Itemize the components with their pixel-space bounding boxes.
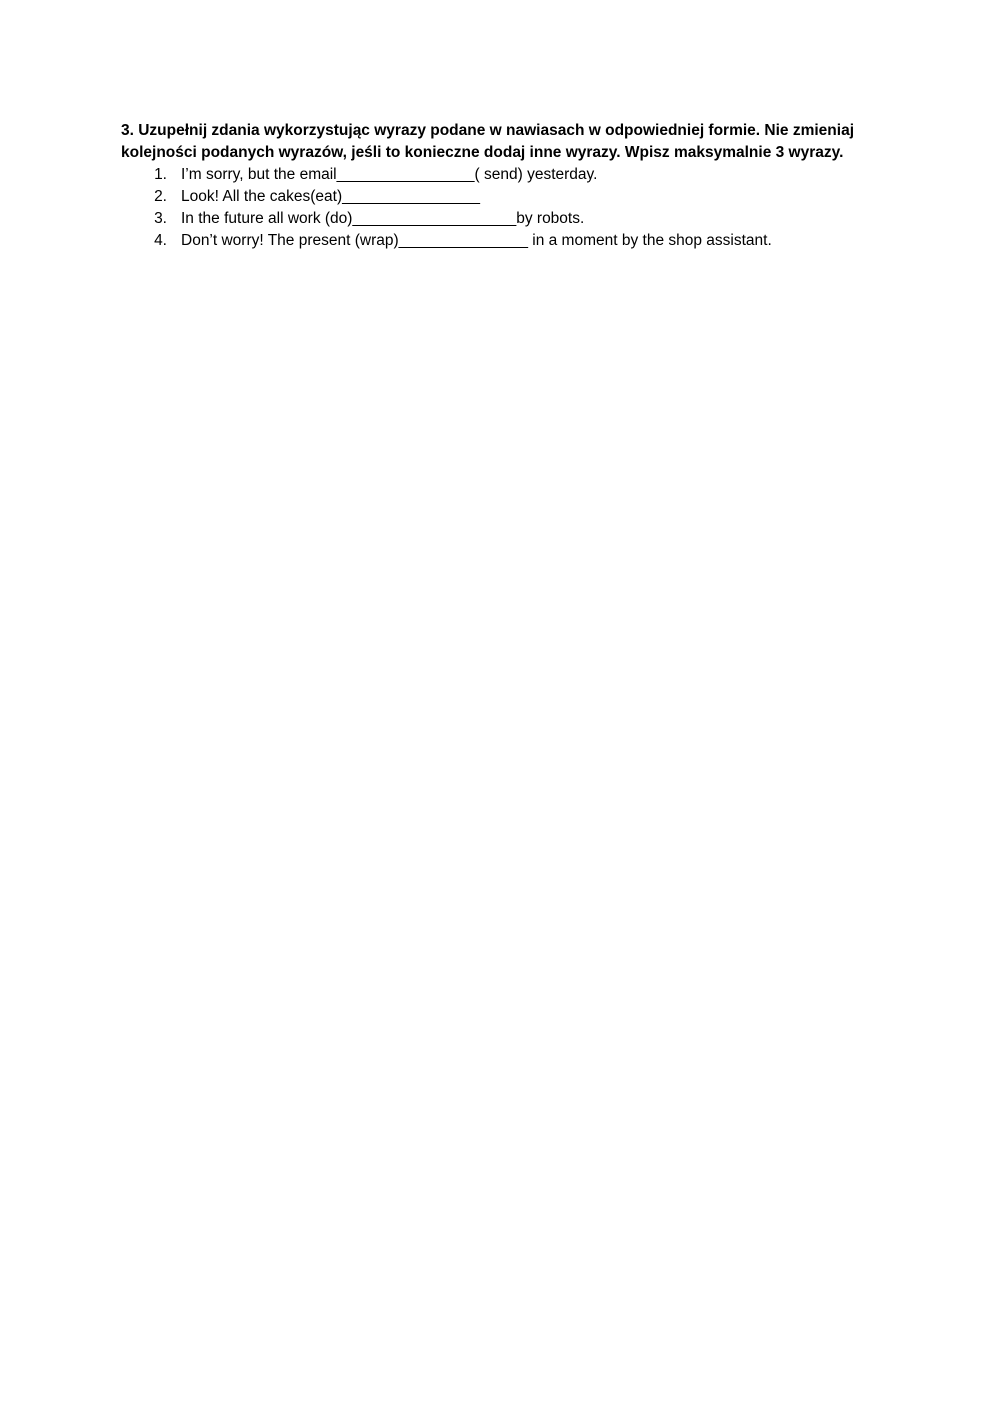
sentence-item-1 <box>121 164 881 186</box>
sentence-item-2 <box>121 186 881 208</box>
sentence-number: 1. <box>154 166 167 183</box>
exercise-instruction: 3. Uzupełnij zdania wykorzystując wyrazy podane w nawiasach w odpowiedniej formie. Nie zmieniaj kolejności podanych wyrazów, jeśli to konieczne dodaj inne wyrazy. Wpisz maksymalnie 3 wyrazy. <box>121 122 854 161</box>
sentence-item-3 <box>121 208 881 230</box>
sentence-number: 3. <box>154 210 167 227</box>
sentence-number: 4. <box>154 232 167 249</box>
exercise-3 <box>121 120 881 252</box>
sentence-text: Look! All the cakes(eat)________________ <box>181 188 481 205</box>
sentence-text: Don’t worry! The present (wrap)_______________ in a moment by the shop assistant. <box>181 232 772 249</box>
sentence-list <box>121 164 881 252</box>
sentence-number: 2. <box>154 188 167 205</box>
sentence-text: In the future all work (do)___________________by robots. <box>181 210 585 227</box>
sentence-item-4 <box>121 230 881 252</box>
sentence-text: I’m sorry, but the email________________( send) yesterday. <box>181 166 598 183</box>
